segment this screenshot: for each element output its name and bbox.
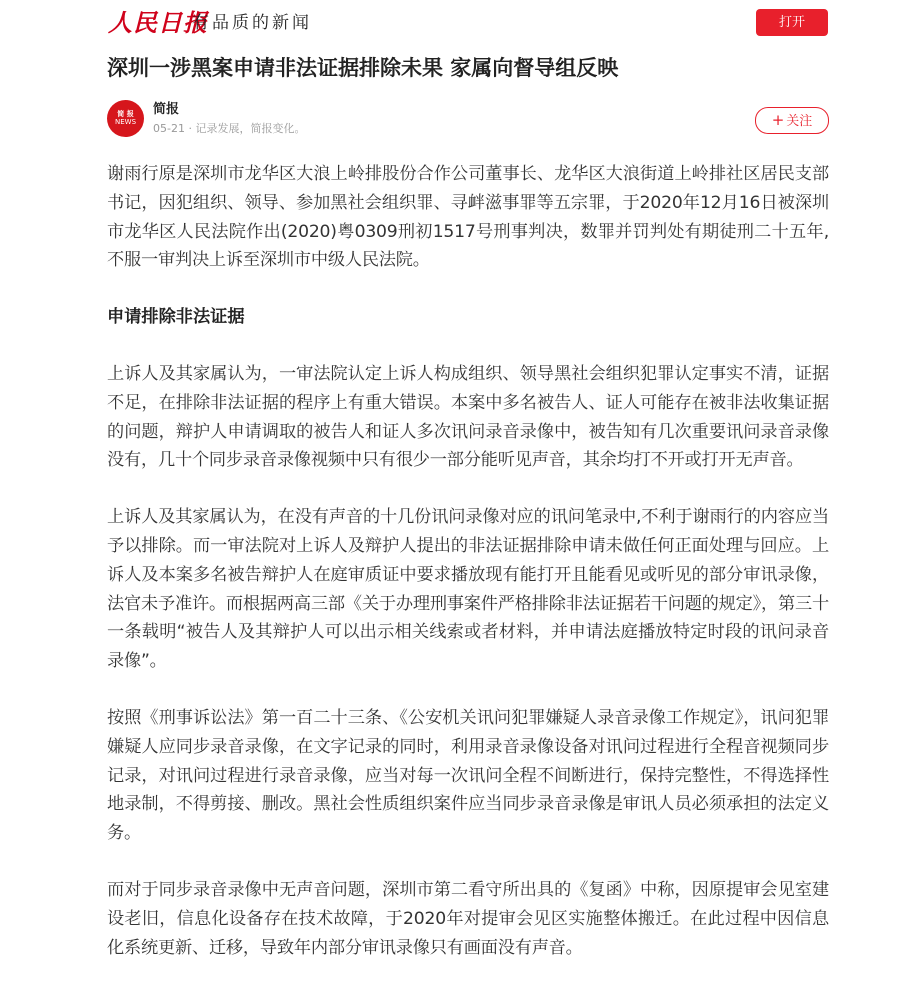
paragraph: 按照《刑事诉讼法》第一百二十三条、《公安机关讯问犯罪嫌疑人录音录像工作规定》，讯问犯罪嫌疑人应同步录音录像，在文字记录的同时，利用录音录像设备对讯问过程进行全程音视频同步记录，对讯问过程进行录音录像，应当对每一次讯问全程不间断进行，保持完整性，不得选择性地录制，不得剪接、删改。黑社会性质组织案件应当同步录音录像是审讯人员必须承担的法定义务。 <box>107 707 829 844</box>
paragraph: 而对于同步录音录像中无声音问题，深圳市第二看守所出具的《复函》中称，因原提审会见室建设老旧，信息化设备存在技术故障，于2020年对提审会见区实施整体搬迁。在此过程中因信息化系统更新、迁移，导致年内部分审讯录像只有画面没有声音。 <box>107 879 829 958</box>
author-name[interactable]: 简报 <box>153 102 180 117</box>
article-body <box>107 160 829 990</box>
author-meta: 05-21 · 记录发展，简报变化。 <box>153 122 306 135</box>
top-bar <box>0 0 920 46</box>
brand-slogan: 有品质的新闻 <box>192 13 312 33</box>
author-row <box>107 100 827 140</box>
open-app-button[interactable]: 打开 <box>756 9 828 36</box>
follow-label: 关注 <box>786 114 813 129</box>
avatar-text: 简 报 <box>117 110 134 118</box>
follow-button[interactable] <box>755 107 829 134</box>
paragraph: 谢雨行原是深圳市龙华区大浪上岭排股份合作公司董事长、龙华区大浪街道上岭排社区居民支部书记，因犯组织、领导、参加黑社会组织罪、寻衅滋事罪等五宗罪，于2020年12月16日被深圳市龙华区人民法院作出(2020)粤0309刑初1517号刑事判决，数罪并罚判处有期徒刑二十五年,不服一审判决上诉至深圳市中级人民法院。 <box>107 164 829 271</box>
author-avatar[interactable] <box>107 100 144 137</box>
avatar-news-text: NEWS <box>114 118 137 126</box>
paragraph: 上诉人及其家属认为，在没有声音的十几份讯问录像对应的讯问笔录中,不利于谢雨行的内容应当予以排除。而一审法院对上诉人及辩护人提出的非法证据排除申请未做任何正面处理与回应。上诉人及本案多名被告辩护人在庭审质证中要求播放现有能打开且能看见或听见的部分审讯录像，法官未予准许。而根据两高三部《关于办理刑事案件严格排除非法证据若干问题的规定》，第三十一条载明“被告人及其辩护人可以出示相关线索或者材料，并申请法庭播放特定时段的讯问录音录像”。 <box>107 507 829 672</box>
plus-icon: + <box>771 111 785 129</box>
article-title: 深圳一涉黑案申请非法证据排除未果 家属向督导组反映 <box>107 56 619 80</box>
brand-logo[interactable]: 人民日报 <box>108 8 208 37</box>
paragraph: 上诉人及其家属认为，一审法院认定上诉人构成组织、领导黑社会组织犯罪认定事实不清，证据不足，在排除非法证据的程序上有重大错误。本案中多名被告人、证人可能存在被非法收集证据的问题，辩护人申请调取的被告人和证人多次讯问录音录像中，被告知有几次重要讯问录音录像没有，几十个同步录音录像视频中只有很少一部分能听见声音，其余均打不开或打开无声音。 <box>107 363 829 471</box>
section-heading: 申请排除非法证据 <box>107 307 245 328</box>
